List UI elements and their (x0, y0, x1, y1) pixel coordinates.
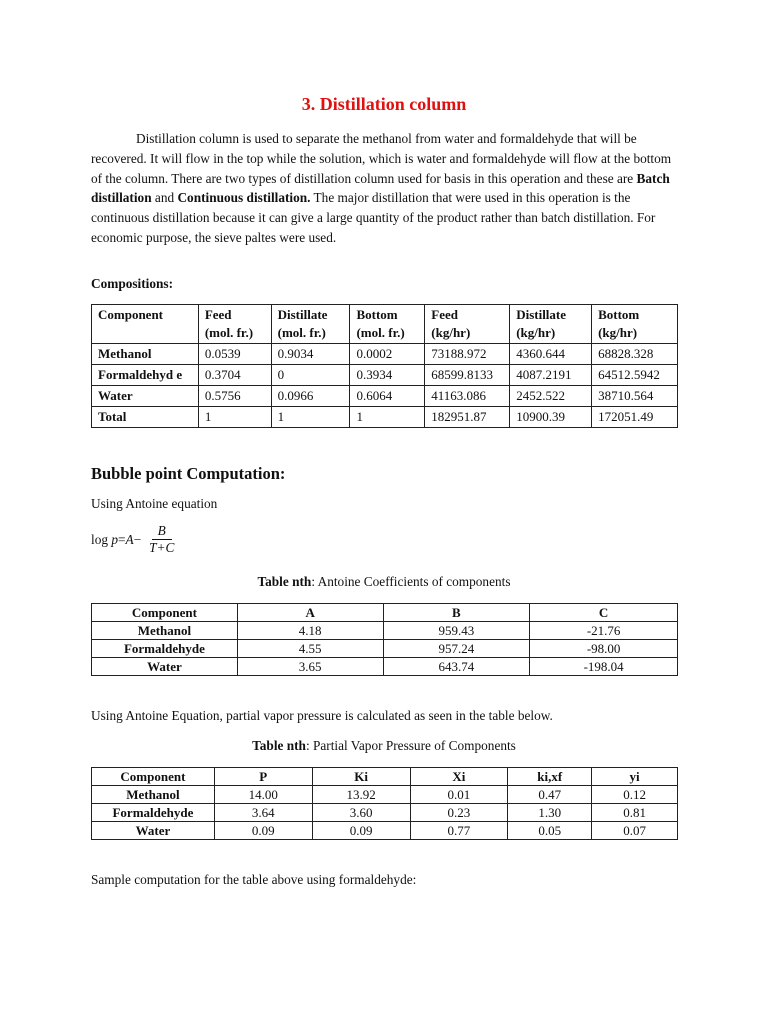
table-cell: 0.01 (410, 786, 508, 804)
compositions-heading: Compositions: (91, 276, 174, 291)
table-cell: 0.3704 (198, 365, 271, 386)
table-cell: 4.18 (237, 622, 383, 640)
intro-text-2: and (151, 190, 178, 206)
table-cell: 0.09 (214, 822, 312, 840)
table-row (92, 407, 678, 428)
table-cell: 0.47 (508, 786, 592, 804)
compositions-table (91, 304, 678, 428)
table-cell: 4087.2191 (510, 365, 592, 386)
table-cell: 0.0002 (350, 344, 425, 365)
header-cell: Distillate (mol. fr.) (271, 305, 350, 344)
table-cell: 1.30 (508, 804, 592, 822)
table-row (92, 640, 678, 658)
table-cell: 38710.564 (592, 386, 678, 407)
table-cell: 73188.972 (425, 344, 510, 365)
table-row (92, 804, 678, 822)
table-cell: 957.24 (383, 640, 530, 658)
header-cell: B (383, 604, 530, 622)
table-cell: 0.0539 (198, 344, 271, 365)
table-header-row (92, 768, 678, 786)
row-label: Total (92, 407, 199, 428)
table-cell: 0.6064 (350, 386, 425, 407)
header-cell: Component (92, 604, 238, 622)
sample-computation-text: Sample computation for the table above using formaldehyde: (91, 872, 417, 887)
header-cell: Feed (kg/hr) (425, 305, 510, 344)
table-cell: 4.55 (237, 640, 383, 658)
equation-numerator: B (152, 523, 172, 540)
table-cell: 1 (350, 407, 425, 428)
row-label: Formaldehyde (92, 804, 215, 822)
header-cell: Distillate (kg/hr) (510, 305, 592, 344)
table-cell: 0.07 (592, 822, 678, 840)
table-cell: 0.05 (508, 822, 592, 840)
table-cell: 172051.49 (592, 407, 678, 428)
table-cell: 10900.39 (510, 407, 592, 428)
table-cell: 2452.522 (510, 386, 592, 407)
intro-bold-batch: Batch distillation (91, 170, 670, 206)
row-label: Methanol (92, 344, 199, 365)
table-cell: 68828.328 (592, 344, 678, 365)
table-cell: -98.00 (530, 640, 678, 658)
table-cell: 0.0966 (271, 386, 350, 407)
intro-text-3: The major distillation that were used in this operation is the continuous distillation because it can give a large quantity of the product rather than batch distillation. For economic purpose, the sieve paltes were used. (91, 190, 656, 245)
antoine-equation (91, 523, 178, 556)
table-header-row (92, 604, 678, 622)
table-cell: 1 (271, 407, 350, 428)
equation-fraction (145, 523, 178, 556)
header-cell: Component (92, 305, 199, 344)
vapor-table-caption: Table nth: Partial Vapor Pressure of Components (252, 738, 516, 753)
row-label: Formaldehyd e (92, 365, 199, 386)
table-cell: 64512.5942 (592, 365, 678, 386)
table-cell: 3.60 (312, 804, 410, 822)
equation-log: log (91, 531, 108, 547)
table-cell: 0.12 (592, 786, 678, 804)
table-cell: -198.04 (530, 658, 678, 676)
table-cell: 0.23 (410, 804, 508, 822)
header-cell: ki,xf (508, 768, 592, 786)
table-row (92, 344, 678, 365)
header-cell: C (530, 604, 678, 622)
table-cell: 959.43 (383, 622, 530, 640)
table-cell: 0.09 (312, 822, 410, 840)
row-label: Methanol (92, 622, 238, 640)
header-cell: Component (92, 768, 215, 786)
table-cell: 643.74 (383, 658, 530, 676)
table-cell: 0.81 (592, 804, 678, 822)
table-cell: -21.76 (530, 622, 678, 640)
header-cell: Feed (mol. fr.) (198, 305, 271, 344)
intro-paragraph (91, 129, 677, 248)
intro-text-1: Distillation column is used to separate the methanol from water and formaldehyde that will be recovered. It will flow in the top while the solution, which is water and formaldehyde will flow at the bottom of the column. There are two types of distillation column used for basis in this operation and these are (91, 131, 672, 186)
equation-denominator: T+C (149, 540, 175, 555)
table-row (92, 822, 678, 840)
table-cell: 0.9034 (271, 344, 350, 365)
table-cell: 182951.87 (425, 407, 510, 428)
row-label: Water (92, 822, 215, 840)
equation-minus: − (133, 531, 142, 547)
section-title: 3. Distillation column (301, 94, 467, 114)
intro-bold-continuous: Continuous distillation. (177, 190, 311, 206)
table-cell: 0.77 (410, 822, 508, 840)
vapor-intro: Using Antoine Equation, partial vapor pressure is calculated as seen in the table below. (91, 708, 553, 723)
equation-p: p (111, 531, 118, 547)
header-cell: Ki (312, 768, 410, 786)
table-row (92, 365, 678, 386)
table-cell: 1 (198, 407, 271, 428)
table-cell: 68599.8133 (425, 365, 510, 386)
table-cell: 3.64 (214, 804, 312, 822)
row-label: Water (92, 658, 238, 676)
table-header-row (92, 305, 678, 344)
table-row (92, 658, 678, 676)
header-cell: A (237, 604, 383, 622)
header-cell: yi (592, 768, 678, 786)
antoine-intro: Using Antoine equation (91, 496, 218, 511)
antoine-table (91, 603, 678, 676)
row-label: Formaldehyde (92, 640, 238, 658)
table-cell: 13.92 (312, 786, 410, 804)
vapor-pressure-table (91, 767, 678, 840)
equation-a: A (125, 531, 134, 547)
table-cell: 41163.086 (425, 386, 510, 407)
table-cell: 0 (271, 365, 350, 386)
row-label: Methanol (92, 786, 215, 804)
header-cell: P (214, 768, 312, 786)
table-row (92, 622, 678, 640)
table-cell: 3.65 (237, 658, 383, 676)
table-row (92, 386, 678, 407)
header-cell: Bottom (mol. fr.) (350, 305, 425, 344)
header-cell: Xi (410, 768, 508, 786)
table-cell: 0.5756 (198, 386, 271, 407)
bubble-point-heading: Bubble point Computation: (91, 464, 286, 483)
row-label: Water (92, 386, 199, 407)
header-cell: Bottom (kg/hr) (592, 305, 678, 344)
table-cell: 0.3934 (350, 365, 425, 386)
table-cell: 4360.644 (510, 344, 592, 365)
equation-equals: = (117, 531, 126, 547)
antoine-table-caption: Table nth: Antoine Coefficients of components (257, 574, 511, 589)
table-cell: 14.00 (214, 786, 312, 804)
table-row (92, 786, 678, 804)
